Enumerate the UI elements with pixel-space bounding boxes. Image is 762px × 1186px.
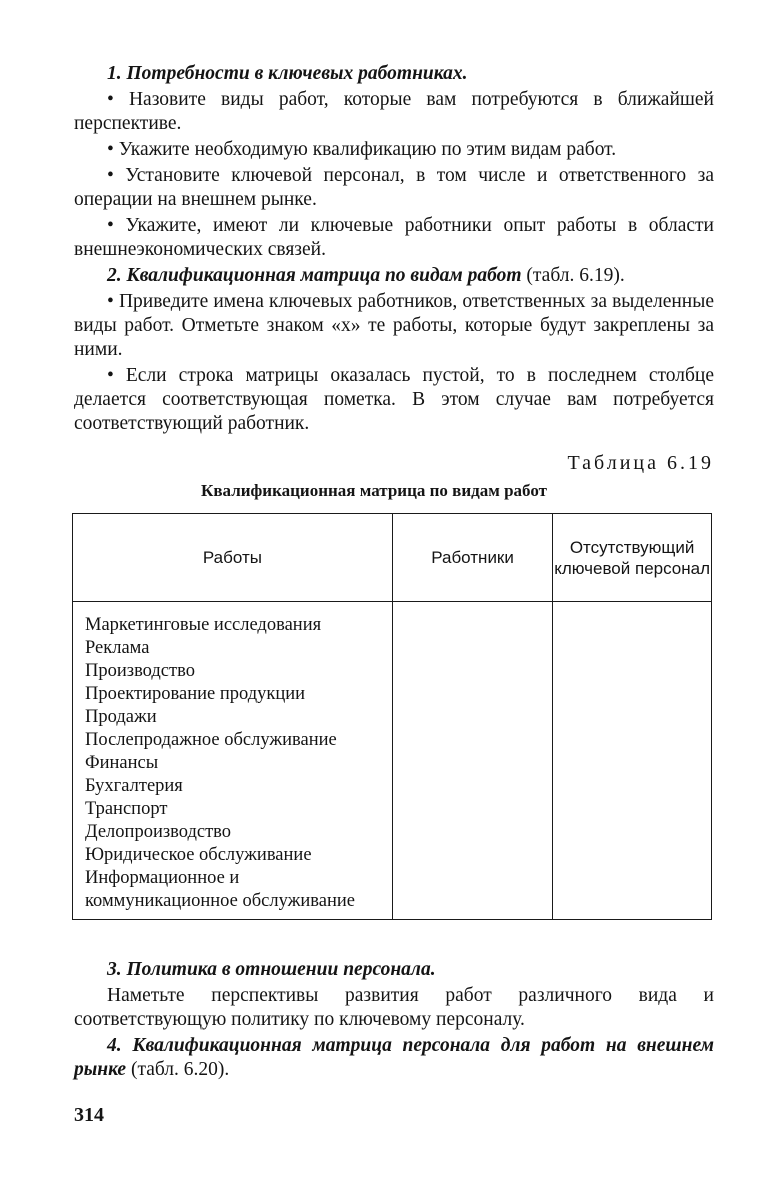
section3-text: Наметьте перспективы развития работ различного вида и соответствующую политику по ключевому персоналу. (74, 985, 714, 1030)
list-item: Маркетинговые исследования (85, 615, 322, 635)
table-title: Квалификационная матрица по видам работ (201, 481, 547, 500)
section2-heading-text: 2. Квалификационная матрица по видам работ (107, 265, 522, 286)
main-text-continued (74, 958, 714, 1082)
list-item: Производство (85, 661, 195, 681)
section1-bullet: • Укажите необходимую квалификацию по этим видам работ. (107, 139, 617, 160)
qualification-matrix-table (72, 513, 712, 920)
header-works: Работы (73, 514, 393, 602)
table-row (73, 602, 712, 920)
list-item: Транспорт (85, 799, 168, 819)
section4-heading-text: 4. Квалификационная матрица персонала для работ на внешнем рынке (74, 1035, 714, 1080)
header-workers: Работники (392, 514, 552, 602)
table-header-row (73, 514, 712, 602)
section4-table-ref: (табл. 6.20). (126, 1059, 230, 1080)
section3-heading: 3. Политика в отношении персонала. (107, 959, 436, 980)
list-item: Проектирование продукции (85, 684, 306, 704)
list-item: Реклама (85, 638, 150, 658)
page-number: 314 (74, 1104, 104, 1126)
missing-staff-cell (553, 602, 712, 920)
section1-bullet: • Установите ключевой персонал, в том числе и ответственного за операции на внешнем рынке. (74, 165, 714, 210)
works-list-cell (73, 602, 393, 920)
section1-heading: 1. Потребности в ключевых работниках. (107, 63, 468, 84)
list-item: Послепродажное обслуживание (85, 730, 337, 750)
section2-bullet: • Если строка матрицы оказалась пустой, то в последнем столбце делается соответствующая пометка. В этом случае вам потребуется соответствующий работник. (74, 365, 714, 434)
main-text (74, 62, 714, 436)
section1-bullet: • Укажите, имеют ли ключевые работники опыт работы в области внешнеэкономических связей. (74, 215, 714, 260)
header-missing-staff: Отсутствующий ключевой персонал (553, 514, 712, 602)
list-item: Информационное и коммуникационное обслуживание (85, 868, 356, 911)
section4-heading (74, 1034, 714, 1082)
list-item: Финансы (85, 753, 159, 773)
list-item: Продажи (85, 707, 157, 727)
list-item: Делопроизводство (85, 822, 232, 842)
section2-bullet: • Приведите имена ключевых работников, ответственных за выделенные виды работ. Отметьте знаком «х» те работы, которые будут закреплены за ними. (74, 291, 714, 360)
list-item: Бухгалтерия (85, 776, 183, 796)
list-item: Юридическое обслуживание (85, 845, 312, 865)
table-caption: Таблица 6.19 (567, 452, 714, 474)
section2-heading (74, 264, 714, 288)
section1-bullet: • Назовите виды работ, которые вам потребуются в ближайшей перспективе. (74, 89, 714, 134)
workers-cell (392, 602, 552, 920)
section2-table-ref: (табл. 6.19). (521, 265, 625, 286)
